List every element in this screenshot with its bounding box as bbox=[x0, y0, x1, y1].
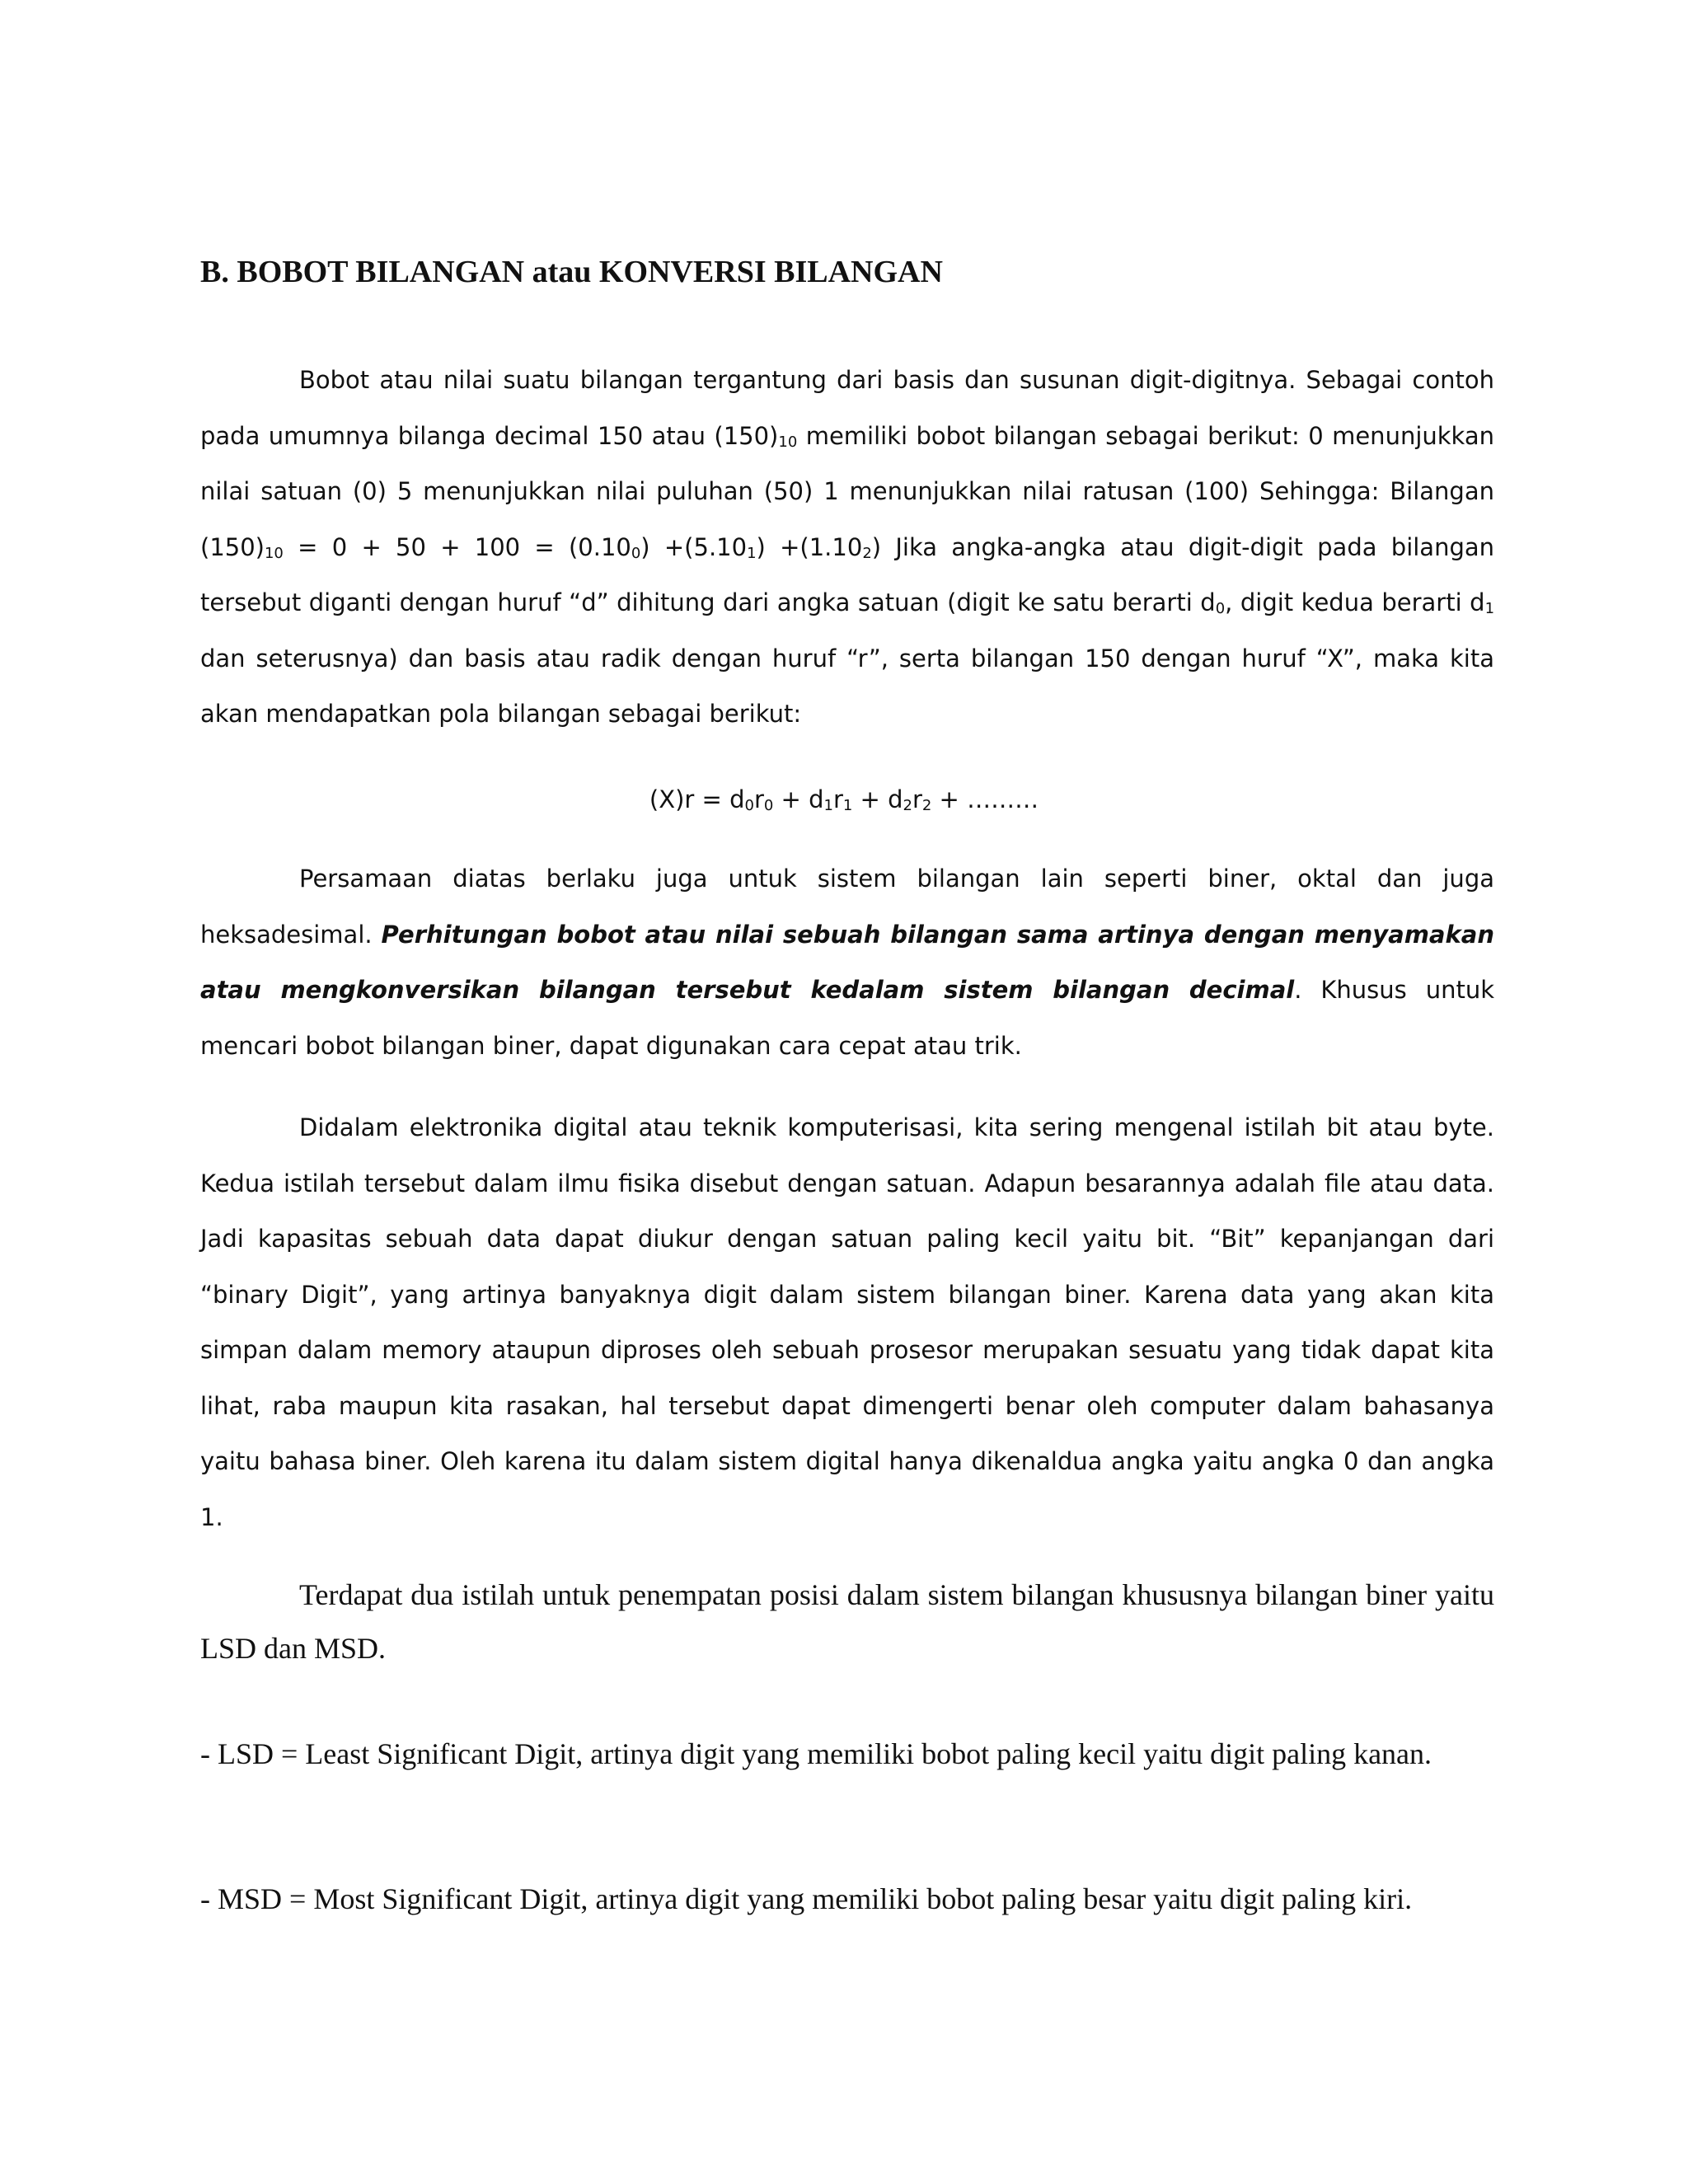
formula-sub: 0 bbox=[744, 797, 754, 814]
formula-part: r bbox=[912, 785, 922, 813]
p1-text-8: dan seterusnya) dan basis atau radik dengan huruf “r”, serta bilangan 150 dengan huruf “X”, maka kita akan mendapatkan pola bilangan sebagai berikut: bbox=[200, 644, 1494, 728]
formula-part: + ……… bbox=[931, 785, 1039, 813]
p1-sub-5: 2 bbox=[862, 544, 872, 562]
paragraph-lsd-msd-intro: Terdapat dua istilah untuk penempatan posisi dalam sistem bilangan khususnya bilangan biner yaitu LSD dan MSD. bbox=[200, 1578, 1494, 1665]
p1-sub-2: 10 bbox=[264, 544, 284, 562]
formula-pola-bilangan bbox=[0, 775, 1688, 824]
p1-text-5: ) +(1.10 bbox=[756, 532, 863, 561]
formula-part: + d bbox=[773, 785, 824, 813]
formula-part: + d bbox=[852, 785, 903, 813]
p1-text-6: ) Jika angka-angka atau digit-digit pada bilangan tersebut diganti dengan huruf “d” dihitung dari angka satuan (digit ke satu berarti d bbox=[200, 532, 1495, 616]
p1-text-7: , digit kedua berarti d bbox=[1225, 588, 1485, 616]
paragraph-bit-byte: Didalam elektronika digital atau teknik komputerisasi, kita sering mengenal istilah bit atau byte. Kedua istilah tersebut dalam ilmu fisika disebut dengan satuan. Adapun besarannya adalah file atau data. Jadi kapasitas sebuah data dapat diukur dengan satuan paling kecil yaitu bit. “Bit” kepanjangan dari “binary Digit”, yang artinya banyaknya digit dalam sistem bilangan biner. Karena data yang akan kita simpan dalam memory ataupun diproses oleh sebuah prosesor merupakan sesuatu yang tidak dapat kita lihat, raba maupun kita rasakan, hal tersebut dapat dimengerti benar oleh computer dalam bahasanya yaitu bahasa biner. Oleh karena itu dalam sistem digital hanya dikenaldua angka yaitu angka 0 dan angka 1. bbox=[200, 1113, 1494, 1531]
formula-sub: 0 bbox=[763, 797, 774, 814]
p1-text-2: memiliki bobot bilangan sebagai berikut: 0 menunjukkan nilai satuan (0) 5 menunjukkan nilai puluhan (50) 1 menunjukkan nilai ratusan (100) Sehingga: Bilangan (150) bbox=[200, 421, 1494, 561]
formula-part: (X)r = d bbox=[649, 785, 745, 813]
formula-sub: 2 bbox=[903, 797, 912, 814]
p1-sub-6: 0 bbox=[1215, 600, 1226, 617]
formula-sub: 1 bbox=[842, 797, 853, 814]
p1-text-3: = 0 + 50 + 100 = (0.10 bbox=[283, 532, 631, 561]
p1-sub-4: 1 bbox=[747, 544, 757, 562]
p1-sub-7: 1 bbox=[1484, 600, 1495, 617]
p1-sub-3: 0 bbox=[631, 544, 641, 562]
p1-text-4: ) +(5.10 bbox=[640, 532, 748, 561]
formula-sub: 2 bbox=[921, 797, 932, 814]
list-item-msd: - MSD = Most Significant Digit, artinya digit yang memiliki bobot paling besar yaitu digit paling kiri. bbox=[200, 1882, 1413, 1915]
section-heading: B. BOBOT BILANGAN atau KONVERSI BILANGAN bbox=[200, 255, 943, 289]
formula-part: r bbox=[753, 785, 764, 813]
p2-emphasis: Perhitungan bobot atau nilai sebuah bilangan sama artinya dengan menyamakan atau mengkonversikan bilangan tersebut kedalam sistem bilangan decimal bbox=[200, 920, 1495, 1004]
p2-text-2: . Khusus untuk mencari bobot bilangan biner, dapat digunakan cara cepat atau trik. bbox=[200, 976, 1494, 1060]
p1-sub-1: 10 bbox=[778, 433, 798, 451]
paragraph-bobot-bilangan bbox=[200, 353, 1494, 743]
list-item-lsd: - LSD = Least Significant Digit, artinya digit yang memiliki bobot paling kecil yaitu digit paling kanan. bbox=[200, 1737, 1432, 1770]
formula-sub: 1 bbox=[823, 797, 833, 814]
paragraph-persamaan bbox=[200, 851, 1494, 1074]
p2-text-1: Persamaan diatas berlaku juga untuk sistem bilangan lain seperti biner, oktal dan juga heksadesimal. bbox=[200, 865, 1494, 949]
formula-part: r bbox=[832, 785, 843, 813]
p1-text-1: Bobot atau nilai suatu bilangan tergantung dari basis dan susunan digit-digitnya. Sebagai contoh pada umumnya bilanga decimal 150 atau (150) bbox=[200, 366, 1494, 450]
